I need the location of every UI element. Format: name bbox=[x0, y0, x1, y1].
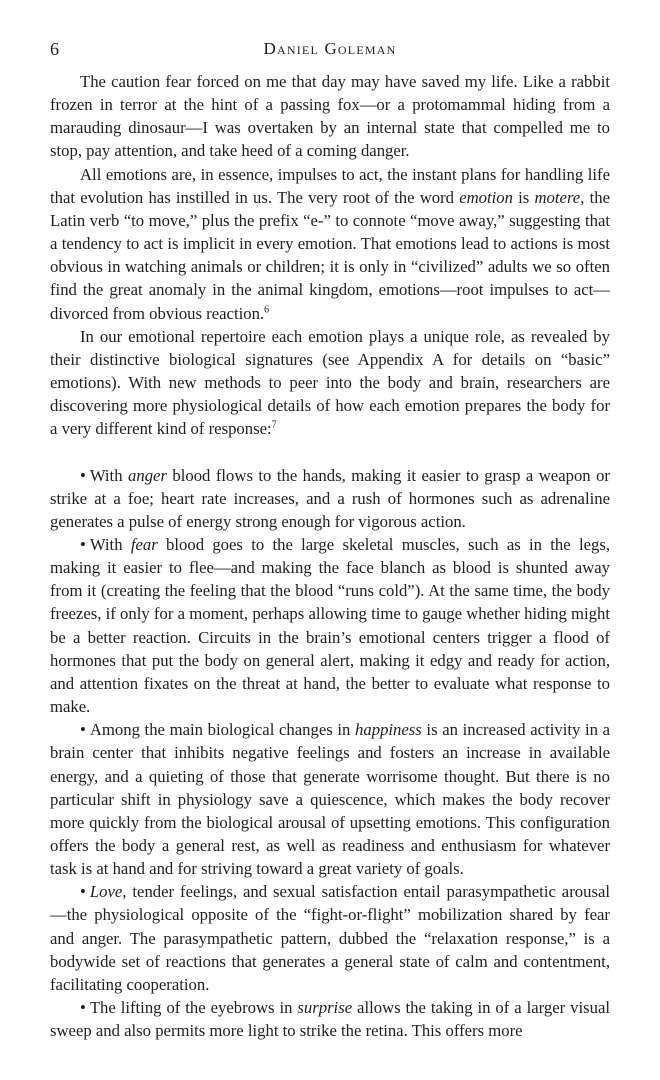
footnote-marker: 6 bbox=[264, 304, 270, 315]
paragraph-emotions-impulses bbox=[50, 163, 610, 325]
paragraph-caution-fear bbox=[50, 70, 610, 163]
paragraph-text: The caution fear forced on me that day may have saved my life. Like a rabbit frozen in terror at the hint of a passing fox—or a protomammal hiding from a marauding dinosaur—I was overtaken by an internal state that compelled me to stop, pay attention, and take heed of a coming danger. bbox=[50, 72, 610, 161]
paragraph-text: The lifting of the eyebrows in bbox=[89, 998, 298, 1018]
footnote-marker: 7 bbox=[271, 419, 277, 431]
page-number: 6 bbox=[50, 39, 59, 59]
bullet-item-fear bbox=[50, 533, 610, 718]
bullet-marker: • bbox=[80, 465, 86, 485]
paragraph-emotional-repertoire bbox=[50, 325, 610, 441]
paragraph-text: is an increased activity in a brain center that inhibits negative feelings and fosters an increase in available energy, and a quieting of those that generate worrisome thought. But there is no particular shift in physiology save a quiescence, which makes the body recover more quickly from the biological arousal of upsetting emotions. This configuration offers the body a general rest, as well as readiness and enthusiasm for whatever task is at hand and for striving toward a great variety of goals. bbox=[50, 720, 610, 879]
paragraph-text: All emotions are, in essence, impulses to act, the instant plans for handling life that evolution has instilled in us. The very root of the word bbox=[50, 164, 610, 207]
bullet-item-happiness bbox=[50, 718, 610, 880]
paragraph-text: , tender feelings, and sexual satisfaction entail parasympathetic arousal—the physiological opposite of the “fight-or-flight” mobilization shared by fear and anger. The parasympathetic pattern, dubbed the “relaxation response,” is a bodywide set of reactions that generates a general state of calm and contentment, facilitating cooperation. bbox=[50, 882, 610, 994]
body-text bbox=[50, 70, 610, 1042]
italic-term-motere: motere bbox=[534, 187, 581, 207]
paragraph-text: With bbox=[89, 534, 131, 554]
italic-term-surprise: surprise bbox=[297, 998, 353, 1018]
paragraph-text: blood flows to the hands, making it easier to grasp a weapon or strike at a foe; heart rate increases, and a rush of hormones such as adrenaline generates a pulse of energy strong enough for vigorous action. bbox=[50, 465, 610, 531]
italic-term-anger: anger bbox=[128, 465, 167, 485]
page-header bbox=[50, 38, 610, 64]
paragraph-text: With bbox=[89, 465, 128, 485]
bullet-marker: • bbox=[80, 720, 86, 740]
italic-term-love: Love bbox=[89, 882, 123, 902]
running-head-author: Daniel Goleman bbox=[263, 39, 397, 58]
paragraph-text: allows the taking in of a larger visual sweep and also permits more light to strike the retina. This offers more bbox=[50, 998, 610, 1041]
paragraph-text: In our emotional repertoire each emotion plays a unique role, as revealed by their distinctive biological signatures (see Appendix A for details on “basic” emotions). With new methods to peer into the body and brain, researchers are discovering more physiological details of how each emotion prepares the body for a very different kind of response: bbox=[50, 326, 610, 439]
paragraph-text: , the Latin verb “to move,” plus the prefix “e-” to connote “move away,” suggesting that a tendency to act is implicit in every emotion. That emotions lead to actions is most obvious in watching animals or children; it is only in “civilized” adults we so often find the great anomaly in the animal kingdom, emotions—root impulses to act—divorced from obvious reaction. bbox=[50, 187, 610, 323]
bullet-marker: • bbox=[80, 882, 86, 902]
paragraph-text: blood goes to the large skeletal muscles, such as in the legs, making it easier to flee—and making the face blanch as blood is shunted away from it (creating the feeling that the blood “runs cold”). At the same time, the body freezes, if only for a moment, perhaps allowing time to gauge whether hiding might be a better reaction. Circuits in the brain’s emotional centers trigger a flood of hormones that put the body on general alert, making it edgy and ready for action, and attention fixates on the threat at hand, the better to evaluate what response to make. bbox=[50, 534, 611, 717]
italic-term-fear: fear bbox=[130, 534, 158, 554]
italic-term-happiness: happiness bbox=[355, 720, 422, 740]
bullet-item-love bbox=[50, 880, 610, 996]
paragraph-text: Among the main biological changes in bbox=[89, 720, 356, 740]
bullet-marker: • bbox=[80, 998, 86, 1018]
bullet-item-surprise bbox=[50, 996, 610, 1042]
paragraph-text: is bbox=[512, 187, 535, 207]
bullet-marker: • bbox=[80, 534, 86, 554]
bullet-item-anger bbox=[50, 464, 610, 533]
italic-term-emotion: emotion bbox=[459, 187, 513, 207]
